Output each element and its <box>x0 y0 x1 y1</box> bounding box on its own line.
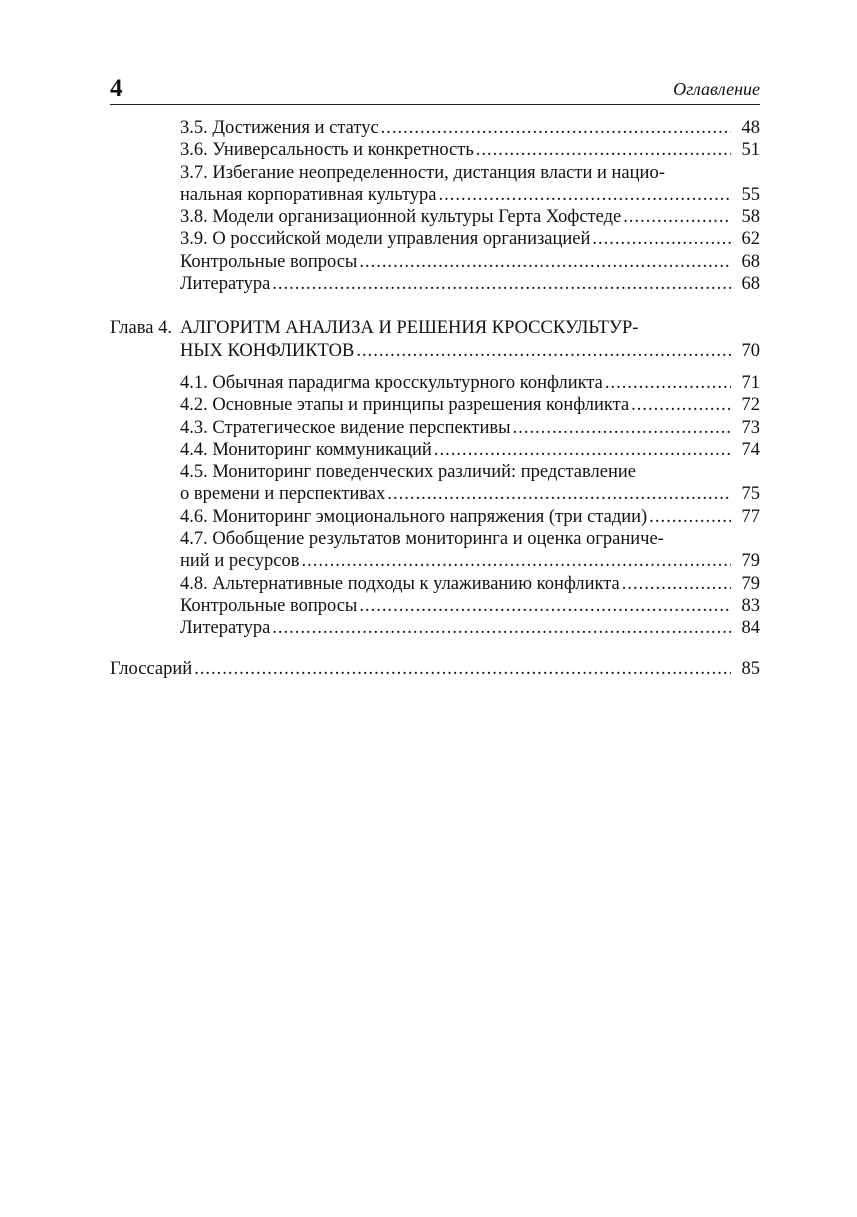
page-ref: 83 <box>741 595 760 616</box>
toc-entry[interactable] <box>110 417 760 439</box>
entry-title: Литература <box>180 618 271 639</box>
chapter-title-line: АЛГОРИТМ АНАЛИЗА И РЕШЕНИЯ КРОССКУЛЬТУР- <box>180 318 639 339</box>
entry-title: 4.3. Стратегическое видение перспективы <box>180 417 511 438</box>
page-ref: 48 <box>741 118 760 138</box>
entry-title: 4.8. Альтернативные подходы к улаживанию конфликта <box>180 573 620 594</box>
toc-entry[interactable] <box>110 439 760 461</box>
dot-leader <box>359 595 731 617</box>
toc-entry[interactable] <box>110 394 760 416</box>
entry-title: Контрольные вопросы <box>180 595 358 616</box>
entry-title: о времени и перспективах <box>180 484 386 505</box>
page-ref: 73 <box>741 417 760 438</box>
toc-entry[interactable] <box>110 595 760 617</box>
page-ref: 79 <box>741 573 760 594</box>
page-ref: 51 <box>741 140 760 161</box>
entry-title: 3.5. Достижения и статус <box>180 118 379 138</box>
page-ref: 58 <box>741 207 760 228</box>
entry-title: ний и ресурсов <box>180 551 300 572</box>
dot-leader <box>649 506 731 528</box>
entry-title: Литература <box>180 274 271 295</box>
chapter-title-line: НЫХ КОНФЛИКТОВ <box>180 340 355 361</box>
table-of-contents <box>110 117 760 680</box>
toc-entry[interactable] <box>110 461 760 506</box>
toc-entry[interactable] <box>110 228 760 250</box>
page-ref: 74 <box>741 439 760 460</box>
dot-leader <box>272 617 731 639</box>
page-ref: 62 <box>741 229 760 250</box>
entry-title: нальная корпоративная культура <box>180 184 437 205</box>
page-header <box>110 74 760 105</box>
dot-leader <box>387 483 731 505</box>
toc-entry[interactable] <box>110 506 760 528</box>
dot-leader <box>272 273 731 295</box>
section-3-list <box>110 117 760 295</box>
dot-leader <box>623 206 731 228</box>
dot-leader <box>301 550 731 572</box>
page-ref: 68 <box>741 274 760 295</box>
dot-leader <box>439 184 731 206</box>
entry-title: 3.6. Универсальность и конкретность <box>180 140 474 161</box>
toc-entry[interactable] <box>110 528 760 573</box>
dot-leader <box>359 251 731 273</box>
dot-leader <box>622 573 731 595</box>
dot-leader <box>592 228 731 250</box>
toc-entry[interactable] <box>110 372 760 394</box>
entry-title-line: 4.7. Обобщение результатов мониторинга и оценка ограниче- <box>180 529 664 550</box>
page-ref: 72 <box>741 395 760 416</box>
entry-title-line: 4.5. Мониторинг поведенческих различий: представление <box>180 462 636 483</box>
entry-title: 4.2. Основные этапы и принципы разрешения конфликта <box>180 395 630 416</box>
entry-title: 4.6. Мониторинг эмоционального напряжения (три стадии) <box>180 506 648 527</box>
chapter-4-list <box>110 372 760 640</box>
entry-title: 4.4. Мониторинг коммуникаций <box>180 439 432 460</box>
page-ref: 70 <box>741 340 760 361</box>
dot-leader <box>605 372 731 394</box>
dot-leader <box>194 658 731 680</box>
toc-entry[interactable] <box>110 617 760 639</box>
dot-leader <box>381 117 731 139</box>
dot-leader <box>513 417 731 439</box>
dot-leader <box>631 394 731 416</box>
page-number: 4 <box>110 75 123 102</box>
page-ref: 75 <box>741 484 760 505</box>
chapter-4-heading[interactable] <box>110 317 760 362</box>
toc-entry-glossary[interactable] <box>110 658 760 680</box>
page-ref: 84 <box>741 618 760 639</box>
toc-entry[interactable] <box>110 206 760 228</box>
entry-title: Контрольные вопросы <box>180 251 358 272</box>
dot-leader <box>434 439 731 461</box>
running-title: Оглавление <box>673 79 760 99</box>
dot-leader <box>356 340 731 362</box>
entry-title: Глоссарий <box>110 658 193 679</box>
page-ref: 85 <box>741 658 760 679</box>
toc-entry[interactable] <box>110 117 760 139</box>
page-ref: 55 <box>741 184 760 205</box>
toc-entry[interactable] <box>110 573 760 595</box>
entry-title: 4.1. Обычная парадигма кросскультурного конфликта <box>180 372 603 393</box>
page-ref: 77 <box>741 506 760 527</box>
entry-title-line: 3.7. Избегание неопределенности, дистанция власти и нацио- <box>180 162 665 183</box>
page-ref: 79 <box>741 551 760 572</box>
dot-leader <box>476 139 731 161</box>
entry-title: 3.9. О российской модели управления организацией <box>180 229 591 250</box>
toc-entry[interactable] <box>110 251 760 273</box>
toc-entry[interactable] <box>110 273 760 295</box>
toc-entry[interactable] <box>110 139 760 161</box>
chapter-label: Глава 4. <box>110 318 172 339</box>
toc-entry[interactable] <box>110 162 760 207</box>
page-ref: 71 <box>741 372 760 393</box>
page-ref: 68 <box>741 251 760 272</box>
entry-title: 3.8. Модели организационной культуры Герта Хофстеде <box>180 207 622 228</box>
